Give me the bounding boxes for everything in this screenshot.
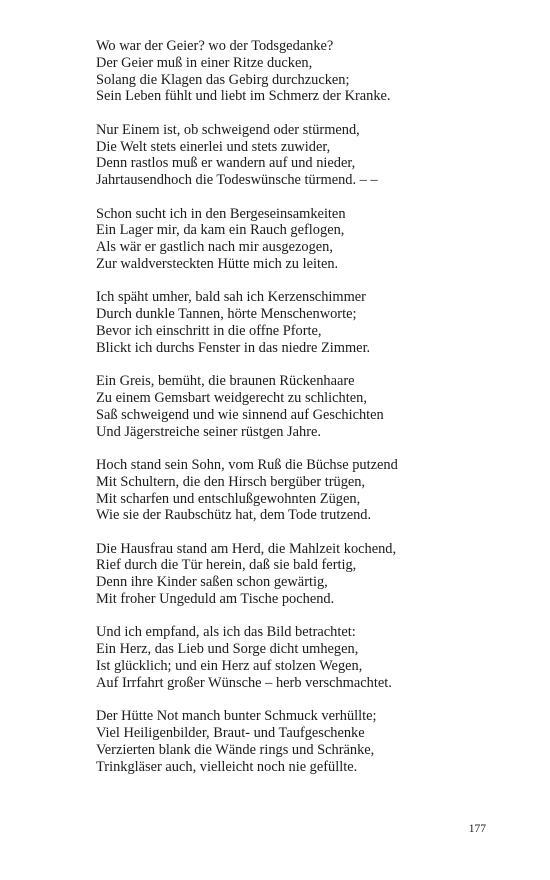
verse-line: Denn ihre Kinder saßen schon gewärtig, bbox=[96, 574, 328, 591]
verse-line: Auf Irrfahrt großer Wünsche – herb verschmachtet. bbox=[96, 674, 392, 691]
stanza-2 bbox=[96, 122, 516, 189]
verse-line: Die Welt stets einerlei und stets zuwider, bbox=[96, 138, 331, 155]
verse-line: Solang die Klagen das Gebirg durchzucken; bbox=[96, 71, 350, 88]
verse-line: Verzierten blank die Wände rings und Schränke, bbox=[96, 741, 375, 758]
verse-line: Zu einem Gemsbart weidgerecht zu schlichten, bbox=[96, 389, 367, 406]
verse-line: Denn rastlos muß er wandern auf und nieder, bbox=[96, 155, 356, 172]
verse-line: Jahrtausendhoch die Todeswünsche türmend. – – bbox=[96, 172, 378, 189]
verse-line: Ich späht umher, bald sah ich Kerzenschimmer bbox=[96, 289, 366, 306]
verse-line: Ein Lager mir, da kam ein Rauch geflogen, bbox=[96, 222, 345, 239]
verse-line: Hoch stand sein Sohn, vom Ruß die Büchse putzend bbox=[96, 456, 398, 473]
stanza-1 bbox=[96, 38, 516, 105]
stanza-7 bbox=[96, 541, 516, 608]
stanza-6 bbox=[96, 457, 516, 524]
verse-line: Schon sucht ich in den Bergeseinsamkeiten bbox=[96, 205, 346, 222]
verse-line: Als wär er gastlich nach mir ausgezogen, bbox=[96, 239, 333, 256]
verse-line: Ein Herz, das Lieb und Sorge dicht umhegen, bbox=[96, 641, 359, 658]
verse-line: Ein Greis, bemüht, die braunen Rückenhaare bbox=[96, 373, 355, 390]
verse-line: Viel Heiligenbilder, Braut- und Taufgeschenke bbox=[96, 725, 365, 742]
verse-line: Durch dunkle Tannen, hörte Menschenworte; bbox=[96, 306, 357, 323]
stanza-3 bbox=[96, 206, 516, 273]
stanza-5 bbox=[96, 373, 516, 440]
verse-line: Zur waldversteckten Hütte mich zu leiten. bbox=[96, 255, 339, 272]
verse-line: Die Hausfrau stand am Herd, die Mahlzeit kochend, bbox=[96, 540, 397, 557]
verse-line: Ist glücklich; und ein Herz auf stolzen Wegen, bbox=[96, 658, 363, 675]
stanza-4 bbox=[96, 289, 516, 356]
verse-line: Der Hütte Not manch bunter Schmuck verhüllte; bbox=[96, 708, 377, 725]
poem-body bbox=[96, 38, 516, 792]
verse-line: Mit froher Ungeduld am Tische pochend. bbox=[96, 591, 335, 608]
verse-line: Wie sie der Raubschütz hat, dem Tode trutzend. bbox=[96, 507, 372, 524]
stanza-9 bbox=[96, 708, 516, 775]
verse-line: Rief durch die Tür herein, daß sie bald fertig, bbox=[96, 557, 357, 574]
verse-line: Mit scharfen und entschlußgewohnten Zügen, bbox=[96, 490, 361, 507]
verse-line: Sein Leben fühlt und liebt im Schmerz der Kranke. bbox=[96, 88, 391, 105]
verse-line: Bevor ich einschritt in die offne Pforte, bbox=[96, 322, 322, 339]
verse-line: Mit Schultern, die den Hirsch bergüber trügen, bbox=[96, 473, 366, 490]
verse-line: Blickt ich durchs Fenster in das niedre Zimmer. bbox=[96, 339, 371, 356]
verse-line: Trinkgläser auch, vielleicht noch nie gefüllte. bbox=[96, 758, 358, 775]
verse-line: Und ich empfand, als ich das Bild betrachtet: bbox=[96, 624, 356, 641]
verse-line: Saß schweigend und wie sinnend auf Geschichten bbox=[96, 406, 384, 423]
page-number: 177 bbox=[468, 823, 486, 835]
verse-line: Wo war der Geier? wo der Todsgedanke? bbox=[96, 38, 334, 54]
stanza-8 bbox=[96, 624, 516, 691]
verse-line: Und Jägerstreiche seiner rüstgen Jahre. bbox=[96, 423, 321, 440]
verse-line: Der Geier muß in einer Ritze ducken, bbox=[96, 54, 313, 71]
verse-line: Nur Einem ist, ob schweigend oder stürmend, bbox=[96, 121, 360, 138]
